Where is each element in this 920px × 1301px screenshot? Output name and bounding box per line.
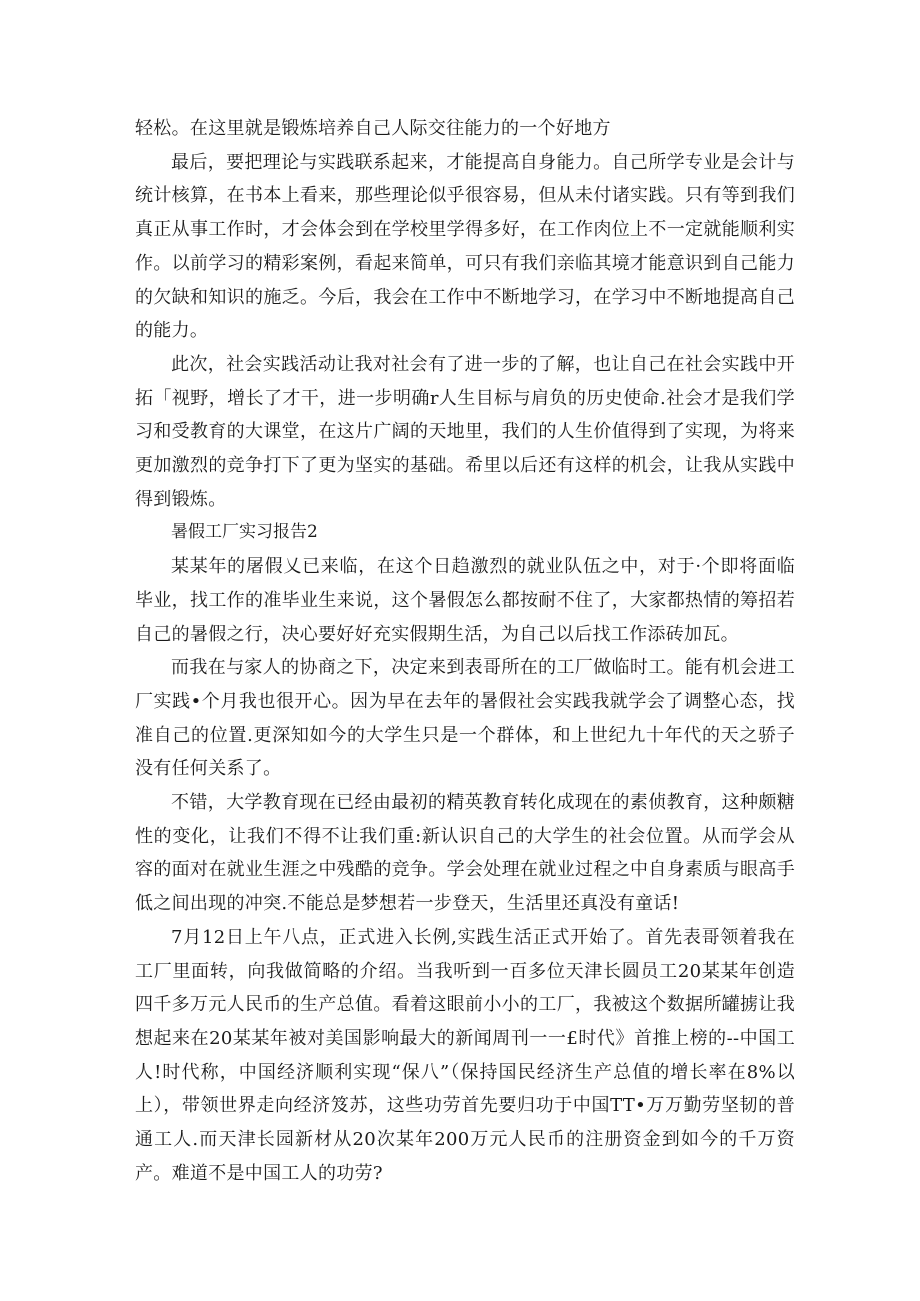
paragraph-first-day: 7月12日上午八点，正式进入长例,实践生活正式开始了。首先表哥领着我在工厂里面转，向我做简略的介绍。当我听到一百多位天津长圆员工20某某年创造四千多万元人民币的生产总值。看着这眼前小小的工厂，我被这个数据所罐掳让我想起来在20某某年被对美国影响最大的新闻周刊一一£时代》首推上榜的--中国工人!时代称，中国经济顺利实现“保八”（保持国民经济生产总值的增长率在8%以上），带领世界走向经济笈苏，这些功劳首先要归功于中国TT•万万勤劳坚韧的普通工人.而天津长园新材从20次某年200万元人民币的注册资金到如今的千万资产。难道不是中国工人的功劳?	[135, 926, 795, 1184]
paragraph-theory-practice: 最后，要把理论与实践联系起来，才能提高自身能力。自己所学专业是会计与统计核算，在书本上看来，那些理论似乎很容易，但从未付诸实践。只有等到我们真正从事工作时，才会体会到在学校里学得多好，在工作肉位上不一定就能顺利实作。以前学习的精彩案例，看起来简单，可只有我们亲临其境才能意识到自己能力的欠缺和知识的施乏。今后，我会在工作中不断地学习，在学习中不断地提高自己的能力。	[135, 151, 795, 342]
paragraph-summer-intro: 某某年的屠假乂已来临，在这个日趋激烈的就业队伍之中，对于·个即将面临毕业，找工作的准毕业生来说，这个暑假怎么都按耐不住了，大家都热情的筹招若自己的暑假之行，决心要好好充实假期生活，为自己以后找工作添砖加瓦。	[135, 556, 795, 645]
paragraph-education-change: 不错，大学教育现在已经由最初的精英教育转化成现在的素侦教育，这种颇糖性的变化，让我们不得不让我们重:新认识自己的大学生的社会位置。从而学会从容的面对在就业生涯之中残酷的竞争。学会处理在就业过程之中自身素质与眼高手低之间出现的冲突.不能总是梦想若一步登天，生活里还真没有童话!	[135, 792, 795, 915]
document-page	[135, 112, 795, 1191]
section-heading: 暑假工厂实习报告2	[171, 522, 318, 543]
paragraph-continuation: 轻松。在这里就是锻炼培养自己人际交往能力的一个好地方	[135, 118, 611, 139]
paragraph-social-practice: 此次，社会实践活动让我对社会有了进一步的了解，也让自己在社会实践中开拓「视野，增长了才干，进一步明确r人生目标与肩负的历史使命.社会才是我们学习和受教育的大课堂，在这片广阔的天地里，我们的人生价值得到了实现，为将来更加激烈的竞争打下了更为坚实的基础。希里以后还有这样的机会，让我从实践中得到锻炼。	[135, 353, 795, 510]
paragraph-factory-decision: 而我在与家人的协商之下，决定来到表哥所在的工厂做临时工。能有机会进工厂实践•个月我也很开心。因为早在去年的暑假社会实践我就学会了调整心态，找准自己的位置.更深知如今的大学生只是一个群体，和上世纪九十年代的天之骄子没有任何关系了。	[135, 657, 795, 780]
